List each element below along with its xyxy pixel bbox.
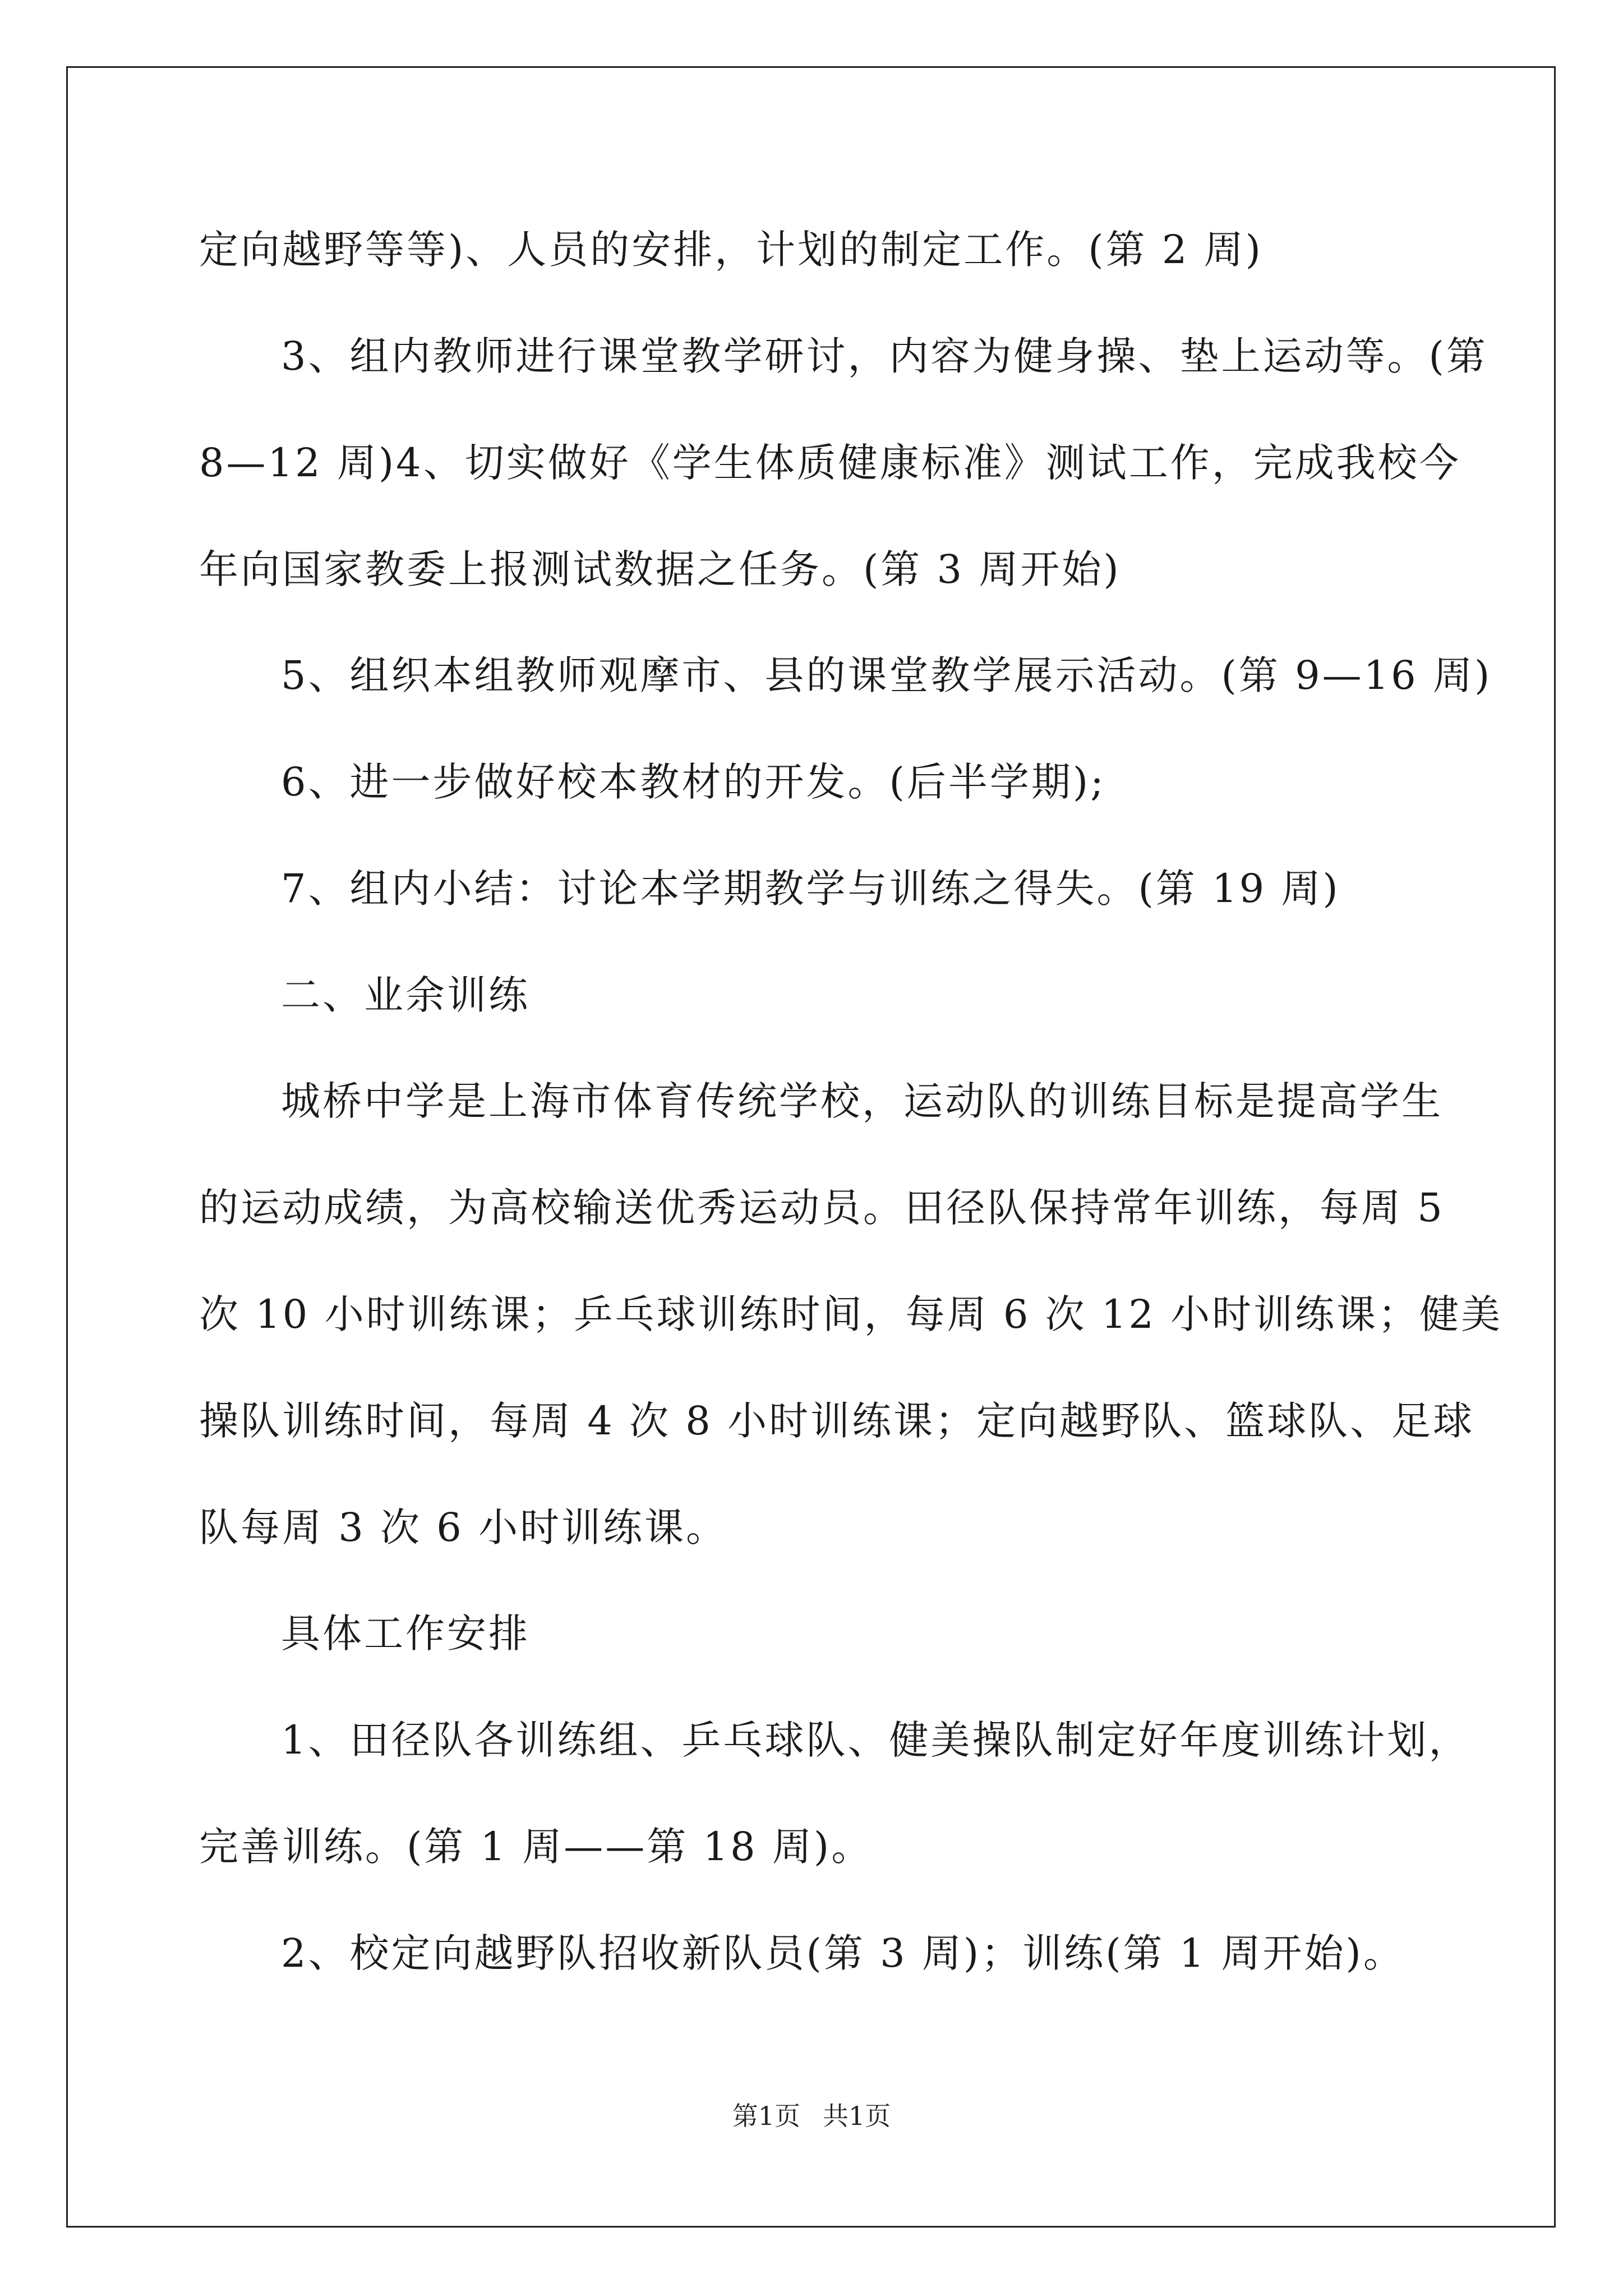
section-heading-amateur-training: 二、业余训练 — [281, 972, 530, 1018]
text-line-3: 8—12 周)4、切实做好《学生体质健康标准》测试工作，完成我校今 — [199, 440, 1461, 486]
text-line-11: 次 10 小时训练课；乒乓球训练时间，每周 6 次 12 小时训练课；健美 — [199, 1291, 1503, 1337]
text-line-17: 2、校定向越野队招收新队员(第 3 周)；训练(第 1 周开始)。 — [281, 1930, 1405, 1976]
text-line-1: 定向越野等等)、人员的安排，计划的制定工作。(第 2 周) — [199, 227, 1263, 273]
text-line-4: 年向国家教委上报测试数据之任务。(第 3 周开始) — [199, 546, 1121, 592]
text-line-5: 5、组织本组教师观摩市、县的课堂教学展示活动。(第 9—16 周) — [281, 652, 1492, 698]
page-total: 共1页 — [823, 2101, 891, 2131]
page-frame — [66, 66, 1556, 2228]
text-line-9: 城桥中学是上海市体育传统学校，运动队的训练目标是提高学生 — [281, 1078, 1443, 1124]
text-line-2: 3、组内教师进行课堂教学研讨，内容为健身操、垫上运动等。(第 — [281, 333, 1488, 379]
section-heading-work-plan: 具体工作安排 — [281, 1611, 530, 1657]
text-line-15: 1、田径队各训练组、乒乓球队、健美操队制定好年度训练计划， — [281, 1717, 1470, 1763]
text-line-10: 的运动成绩，为高校输送优秀运动员。田径队保持常年训练，每周 5 — [199, 1185, 1445, 1231]
text-line-16: 完善训练。(第 1 周——第 18 周)。 — [199, 1824, 873, 1870]
text-line-7: 7、组内小结：讨论本学期教学与训练之得失。(第 19 周) — [281, 866, 1340, 912]
page-footer — [0, 2099, 1623, 2133]
text-line-13: 队每周 3 次 6 小时训练课。 — [199, 1504, 728, 1550]
page-number: 第1页 — [732, 2101, 800, 2131]
text-line-6: 6、进一步做好校本教材的开发。(后半学期); — [281, 759, 1106, 805]
text-line-12: 操队训练时间，每周 4 次 8 小时训练课；定向越野队、篮球队、足球 — [199, 1398, 1475, 1444]
